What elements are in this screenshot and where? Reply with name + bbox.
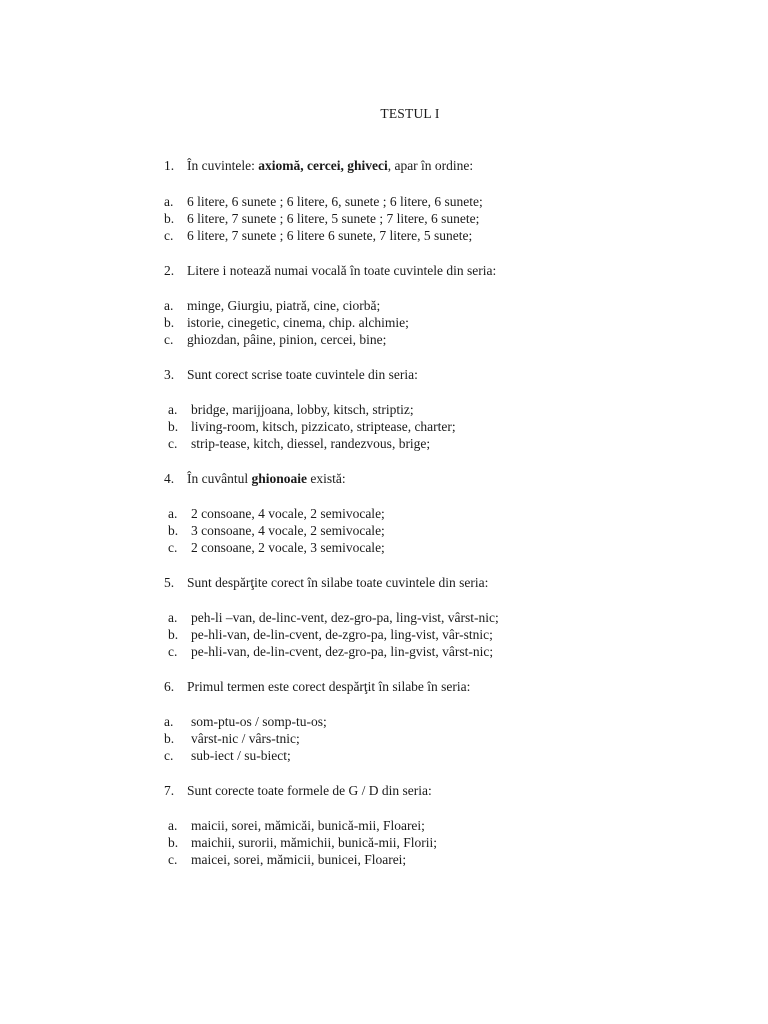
option-letter: c. [164, 228, 174, 243]
page-title: TESTUL I [380, 106, 440, 121]
option-b [168, 835, 437, 851]
option-text: 6 litere, 6 sunete ; 6 litere, 6, sunete ; 6 litere, 6 sunete; [187, 194, 483, 209]
option-letter: c. [168, 852, 178, 867]
option-a [168, 506, 385, 522]
option-text: pe-hli-van, de-lin-cvent, de-zgro-pa, ling-vist, vâr-stnic; [191, 627, 493, 642]
question-7 [164, 783, 432, 799]
option-letter: b. [164, 315, 175, 330]
option-letter: c. [168, 644, 178, 659]
option-b [168, 627, 493, 643]
option-text: peh-li –van, de-linc-vent, dez-gro-pa, ling-vist, vârst-nic; [191, 610, 499, 625]
option-letter: c. [168, 436, 178, 451]
option-text: 2 consoane, 4 vocale, 2 semivocale; [191, 506, 385, 521]
option-letter: a. [168, 818, 178, 833]
option-letter: c. [164, 748, 174, 763]
option-text: maichii, surorii, mămichii, bunică-mii, Florii; [191, 835, 437, 850]
option-text: istorie, cinegetic, cinema, chip. alchimie; [187, 315, 409, 330]
option-a [168, 402, 414, 418]
question-text: Litere i notează numai vocală în toate cuvintele din seria: [187, 263, 497, 278]
question-text: În cuvântul [187, 471, 252, 486]
option-letter: b. [168, 523, 179, 538]
option-c [168, 436, 430, 452]
question-text-end: există: [307, 471, 346, 486]
question-4 [164, 471, 346, 487]
option-letter: a. [168, 402, 178, 417]
question-2 [164, 263, 496, 279]
question-number: 6. [164, 679, 175, 694]
question-number: 1. [164, 158, 175, 173]
question-5 [164, 575, 488, 591]
option-b [164, 315, 409, 331]
question-text-end: , apar în ordine: [387, 158, 474, 173]
option-c [168, 540, 385, 556]
question-text: Sunt corect scrise toate cuvintele din seria: [187, 367, 418, 382]
question-text: Primul termen este corect despărţit în silabe în seria: [187, 679, 471, 694]
question-3 [164, 367, 418, 383]
option-c [168, 852, 406, 868]
question-number: 3. [164, 367, 175, 382]
option-text: maicii, sorei, mămicăi, bunică-mii, Floarei; [191, 818, 425, 833]
question-1 [164, 158, 473, 174]
option-text: minge, Giurgiu, piatră, cine, ciorbă; [187, 298, 381, 313]
option-letter: a. [168, 506, 178, 521]
option-letter: a. [164, 714, 174, 729]
option-b [168, 419, 456, 435]
option-text: living-room, kitsch, pizzicato, striptease, charter; [191, 419, 456, 434]
option-a [168, 818, 425, 834]
question-text: Sunt despărţite corect în silabe toate cuvintele din seria: [187, 575, 489, 590]
option-letter: b. [164, 211, 175, 226]
question-number: 4. [164, 471, 175, 486]
option-letter: b. [168, 835, 179, 850]
question-keyword: ghionoaie [251, 471, 307, 486]
option-b [164, 731, 300, 747]
question-number: 5. [164, 575, 175, 590]
option-a [164, 194, 483, 210]
option-letter: c. [168, 540, 178, 555]
option-b [164, 211, 479, 227]
option-letter: a. [164, 194, 174, 209]
option-text: 6 litere, 7 sunete ; 6 litere, 5 sunete ; 7 litere, 6 sunete; [187, 211, 480, 226]
question-keyword: axiomă, cercei, ghiveci [258, 158, 388, 173]
question-text: Sunt corecte toate formele de G / D din seria: [187, 783, 432, 798]
question-number: 2. [164, 263, 175, 278]
option-text: 3 consoane, 4 vocale, 2 semivocale; [191, 523, 385, 538]
option-text: 2 consoane, 2 vocale, 3 semivocale; [191, 540, 385, 555]
question-text: În cuvintele: [187, 158, 259, 173]
option-a [168, 610, 499, 626]
option-c [164, 332, 386, 348]
option-a [164, 714, 327, 730]
option-text: vârst-nic / vârs-tnic; [191, 731, 300, 746]
option-text: ghiozdan, pâine, pinion, cercei, bine; [187, 332, 387, 347]
option-c [164, 748, 291, 764]
option-b [168, 523, 385, 539]
option-letter: c. [164, 332, 174, 347]
option-c [164, 228, 472, 244]
option-a [164, 298, 380, 314]
option-text: bridge, marijjoana, lobby, kitsch, striptiz; [191, 402, 414, 417]
option-text: sub-iect / su-biect; [191, 748, 291, 763]
option-text: pe-hli-van, de-lin-cvent, dez-gro-pa, lin-gvist, vârst-nic; [191, 644, 494, 659]
question-number: 7. [164, 783, 175, 798]
option-text: som-ptu-os / somp-tu-os; [191, 714, 327, 729]
question-6 [164, 679, 470, 695]
option-letter: b. [168, 627, 179, 642]
option-letter: a. [164, 298, 174, 313]
option-text: maicei, sorei, mămicii, bunicei, Floarei; [191, 852, 407, 867]
option-text: 6 litere, 7 sunete ; 6 litere 6 sunete, 7 litere, 5 sunete; [187, 228, 473, 243]
option-text: strip-tease, kitch, diessel, randezvous, brige; [191, 436, 431, 451]
option-c [168, 644, 493, 660]
option-letter: b. [168, 419, 179, 434]
option-letter: a. [168, 610, 178, 625]
option-letter: b. [164, 731, 175, 746]
